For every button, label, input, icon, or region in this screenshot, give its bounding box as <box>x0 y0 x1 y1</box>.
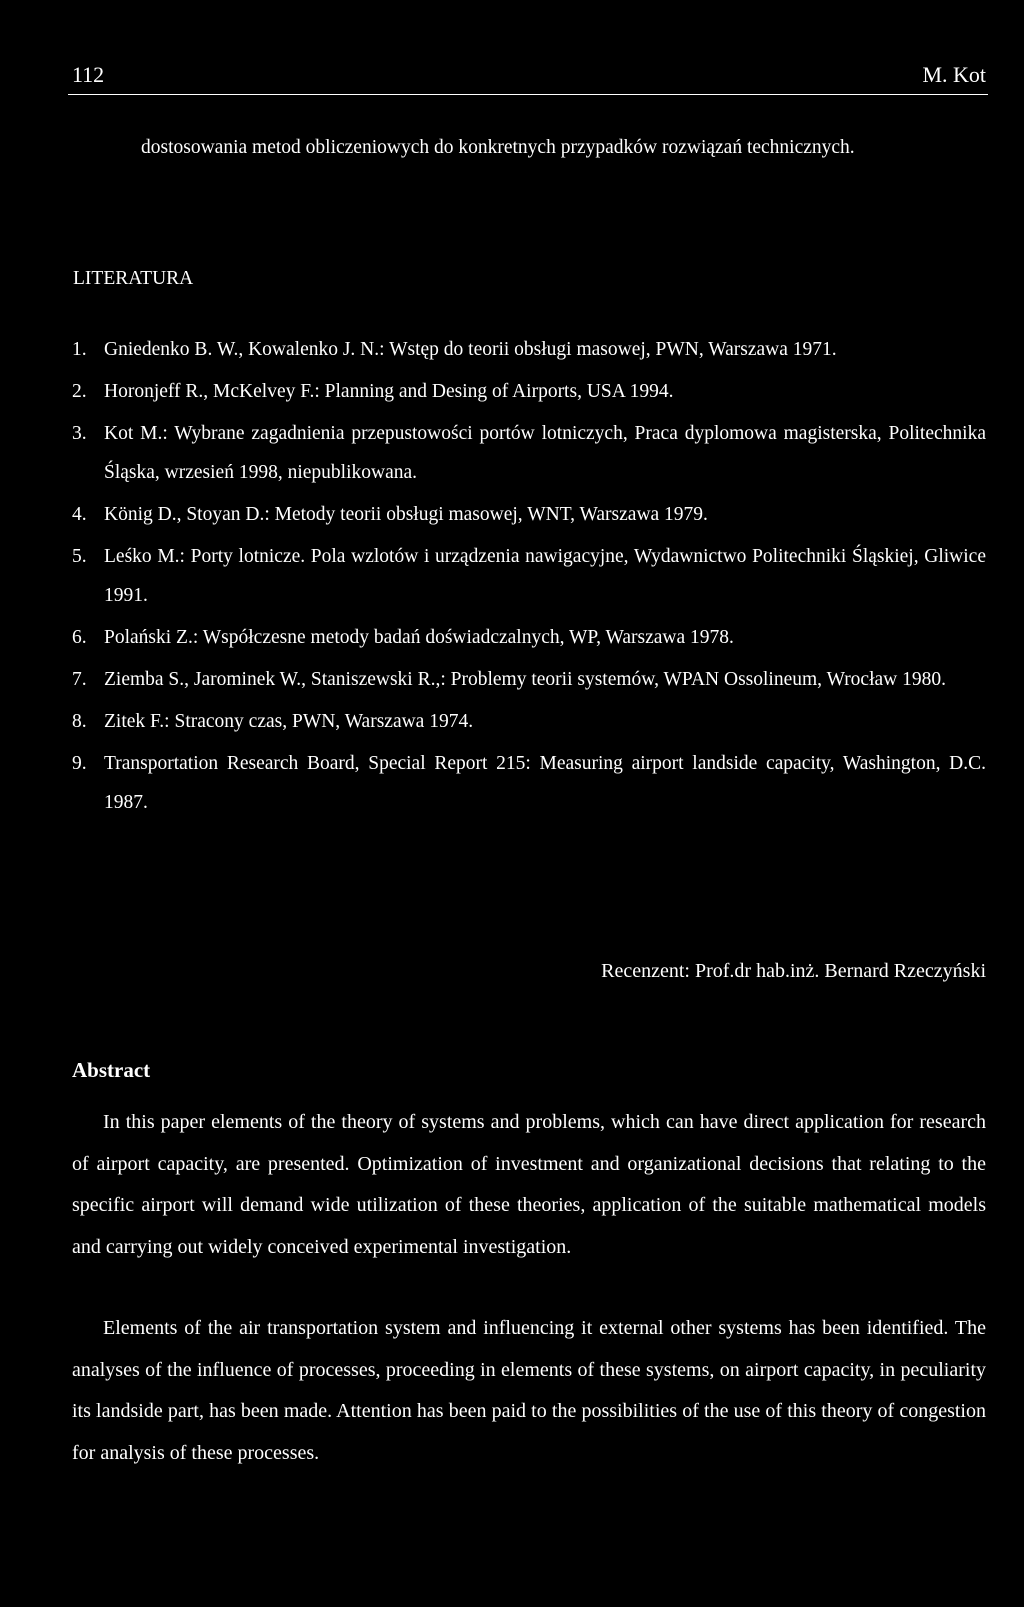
reference-number: 7. <box>72 669 87 690</box>
abstract-paragraph: Elements of the air transportation system and influencing it external other systems has been identified. The analyses of the influence of processes, proceeding in elements of these systems, on airport capacity, in peculiarity its landside part, has been made. Attention has been paid to the possibilities of the use of this theory of congestion for analysis of these processes. <box>72 1317 986 1464</box>
reference-number: 5. <box>72 546 87 567</box>
reference-item <box>72 330 986 369</box>
page-number: 112 <box>72 62 105 87</box>
header-rule <box>68 94 988 95</box>
reference-item <box>72 618 986 657</box>
abstract-paragraph: In this paper elements of the theory of systems and problems, which can have direct application for research of airport capacity, are presented. Optimization of investment and organizational decisions that relating to the specific airport will demand wide utilization of these theories, application of the suitable mathematical models and carrying out widely conceived experimental investigation. <box>72 1111 986 1258</box>
reference-text: König D., Stoyan D.: Metody teorii obsługi masowej, WNT, Warszawa 1979. <box>104 504 708 525</box>
page-header <box>68 62 986 92</box>
reference-number: 1. <box>72 339 87 360</box>
reference-item <box>72 660 986 699</box>
reference-text: Ziemba S., Jarominek W., Staniszewski R.,: Problemy teorii systemów, WPAN Ossolineum, Wrocław 1980. <box>104 669 946 690</box>
reference-text: Gniedenko B. W., Kowalenko J. N.: Wstęp do teorii obsługi masowej, PWN, Warszawa 1971. <box>104 339 837 360</box>
reference-number: 4. <box>72 504 87 525</box>
reference-item <box>72 537 986 615</box>
reference-text: Transportation Research Board, Special Report 215: Measuring airport landside capacity, Washington, D.C. 1987. <box>104 753 986 813</box>
running-author: M. Kot <box>922 62 986 87</box>
reference-item <box>72 414 986 492</box>
reference-text: Zitek F.: Stracony czas, PWN, Warszawa 1974. <box>104 711 474 732</box>
reference-item <box>72 495 986 534</box>
abstract-heading: Abstract <box>72 1058 151 1082</box>
reference-item <box>72 744 986 822</box>
reference-number: 6. <box>72 627 87 648</box>
reference-number: 8. <box>72 711 87 732</box>
reference-text: Polański Z.: Współczesne metody badań doświadczalnych, WP, Warszawa 1978. <box>104 627 734 648</box>
reference-list <box>72 330 986 825</box>
reference-number: 2. <box>72 381 87 402</box>
reference-text: Kot M.: Wybrane zagadnienia przepustowości portów lotniczych, Praca dyplomowa magisterska, Politechnika Śląska, wrzesień 1998, niepublikowana. <box>104 423 986 483</box>
reference-number: 3. <box>72 423 87 444</box>
reference-item <box>72 702 986 741</box>
reference-item <box>72 372 986 411</box>
reviewer-note: Recenzent: Prof.dr hab.inż. Bernard Rzeczyński <box>601 960 986 982</box>
reference-text: Horonjeff R., McKelvey F.: Planning and Desing of Airports, USA 1994. <box>104 381 674 402</box>
reference-text: Leśko M.: Porty lotnicze. Pola wzlotów i urządzenia nawigacyjne, Wydawnictwo Politechniki Śląskiej, Gliwice 1991. <box>104 546 986 606</box>
reference-number: 9. <box>72 753 87 774</box>
continuation-text: dostosowania metod obliczeniowych do konkretnych przypadków rozwiązań technicznych. <box>141 137 855 158</box>
literature-heading: LITERATURA <box>73 268 194 289</box>
